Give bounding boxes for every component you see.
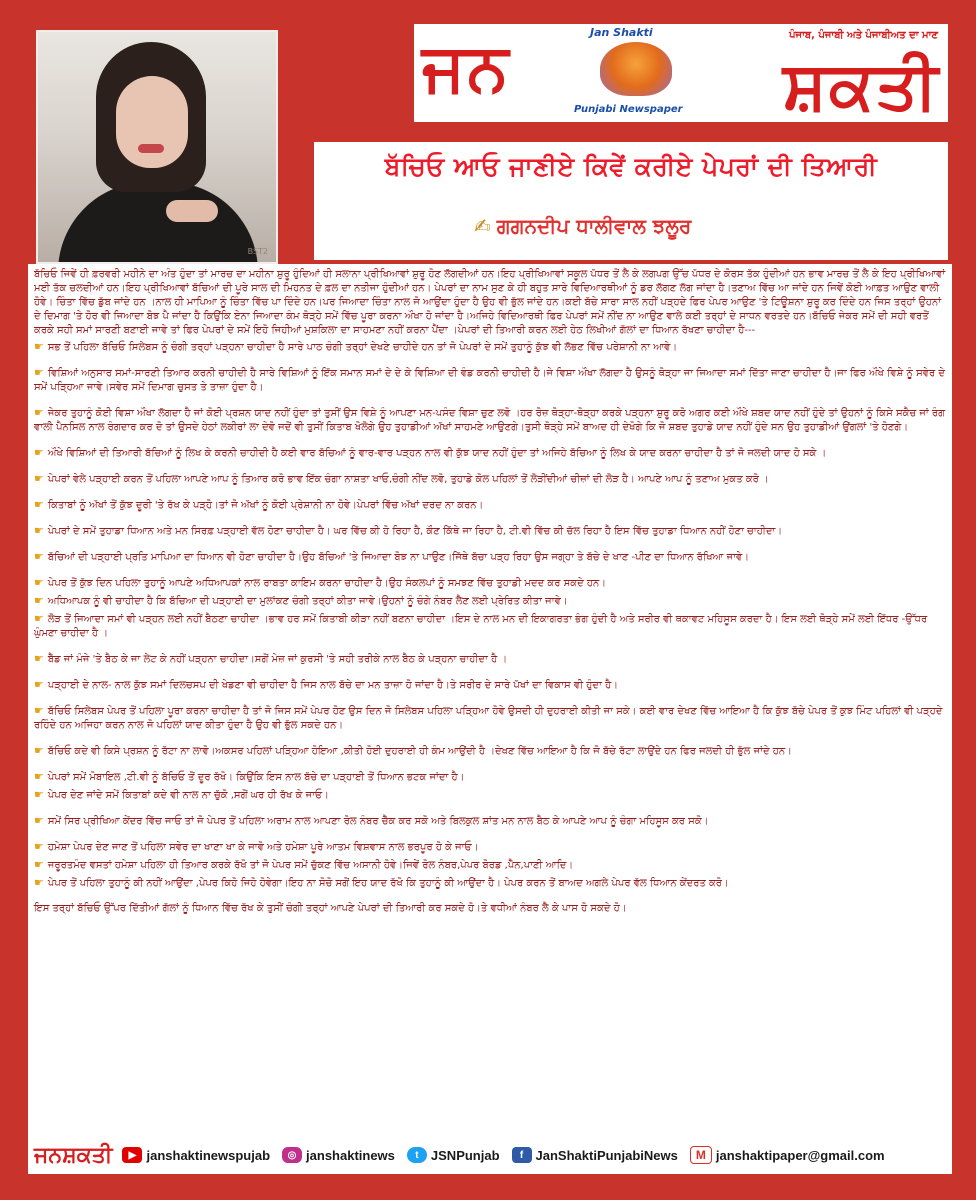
pointing-hand-icon: ☛ — [34, 840, 44, 853]
tip-text: ਸਭ ਤੋਂ ਪਹਿਲਾ ਬੱਚਿਓ ਸਿਲੇਬਸ ਨੂੰ ਚੰਗੀ ਤਰ੍ਹਾਂ ਪੜ੍ਹਨਾ ਚਾਹੀਦਾ ਹੈ ਸਾਰੇ ਪਾਠ ਚੰਗੀ ਤਰ੍ਹਾਂ ਦੇਖਣੇ ਚਾਹੀਦੇ ਹਨ ਤਾਂ ਜੋ ਪੇਪਰਾਂ ਦੇ ਸਮੇਂ ਤੁਹਾਨੂੰ ਕੁੱਝ ਵੀ ਲੱਭਣ ਵਿੱਚ ਪਰੇਸ਼ਾਨੀ ਨਾ ਆਵੇ। — [47, 342, 678, 353]
masthead-title-left: ਜਨ — [422, 28, 511, 106]
tip-item — [34, 678, 946, 693]
tip-item — [34, 576, 946, 591]
tip-text: ਪੇਪਰ ਤੋਂ ਕੁੱਝ ਦਿਨ ਪਹਿਲਾ ਤੁਹਾਨੂੰ ਆਪਣੇ ਅਧਿਆਪਕਾਂ ਨਾਲ ਰਾਬਤਾ ਕਾਇਮ ਕਰਨਾ ਚਾਹੀਦਾ ਹੈ।ਉਹ ਸੰਕਲਪਾਂ ਨੂੰ ਸਮਝਣ ਵਿੱਚ ਤੁਹਾਡੀ ਮਦਦ ਕਰ ਸਕਦੇ ਹਨ। — [47, 578, 607, 589]
intro-paragraph: ਬੱਚਿਓ ਜਿਵੇਂ ਹੀ ਫ਼ਰਵਰੀ ਮਹੀਨੇ ਦਾ ਅੰਤ ਹੁੰਦਾ ਤਾਂ ਮਾਰਚ ਦਾ ਮਹੀਨਾ ਸ਼ੁਰੂ ਹੁੰਦਿਆਂ ਹੀ ਸਲਾਨਾ ਪ੍ਰੀਖਿਆਵਾਂ ਸ਼ੁਰੂ ਹੋਣ ਲੱਗਦੀਆਂ ਹਨ।ਇਹ ਪ੍ਰੀਖਿਆਵਾਂ ਸਕੂਲ ਪੱਧਰ ਤੋਂ ਲੈ ਕੇ ਲਗਪਗ ਉੱਚ ਪੱਧਰ ਦੇ ਕੋਰਸ ਤੱਕ ਹੁੰਦੀਆਂ ਹਨ ਭਾਵ ਮਾਰਚ ਤੋਂ ਲੈ ਕੇ ਇਹ ਪ੍ਰੀਖਿਆਵਾਂ ਮਈ ਤੱਕ ਚਲਦੀਆਂ ਹਨ।ਇਹ ਪ੍ਰੀਖਿਆਵਾਂ ਬੱਚਿਆਂ ਦੀ ਪੂਰੇ ਸਾਲ ਦੀ ਮਿਹਨਤ ਦੇ ਫ਼ਲ ਦਾ ਨਤੀਜਾ ਹੁੰਦੀਆਂ ਹਨ। ਪੇਪਰਾਂ ਦਾ ਨਾਮ ਸੁਣ ਕੇ ਹੀ ਬਹੁਤ ਸਾਰੇ ਵਿਦਿਆਰਥੀਆਂ ਨੂੰ ਡਰ ਲੱਗਣ ਲੱਗ ਜਾਂਦਾ ਹੈ।ਤਣਾਅ ਵਿੱਚ ਆ ਜਾਂਦੇ ਹਨ ਜਿਵੇਂ ਕੋਈ ਆਫ਼ਤ ਆਉਣ ਵਾਲੀ ਹੋਵੇ। ਚਿੰਤਾ ਵਿੱਚ ਡੁੱਬ ਜਾਂਦੇ ਹਨ ।ਨਾਲ ਹੀ ਮਾਪਿਆ ਨੂੰ ਚਿੰਤਾ ਵਿੱਚ ਪਾ ਦਿੰਦੇ ਹਨ।ਪਰ ਜਿਆਦਾ ਚਿੰਤਾ ਨਾਲ ਜੋ ਆਉਂਦਾ ਹੁੰਦਾ ਹੈ ਉਹ ਵੀ ਭੁੱਲ ਜਾਂਦੇ ਹਨ।ਕਈ ਬੱਚੇ ਸਾਰਾ ਸਾਲ ਨਹੀਂ ਪੜ੍ਹਦੇ ਫਿਰ ਪੇਪਰ ਆਉਣ 'ਤੇ ਟਿਊਸ਼ਨਾ ਸ਼ੁਰੂ ਕਰ ਦਿੰਦੇ ਹਨ ਜਿਸ ਤਰ੍ਹਾਂ ਉਹਨਾਂ ਦੇ ਦਿਮਾਗ 'ਤੇ ਹੋਰ ਵੀ ਜਿਆਦਾ ਬੋਝ ਪੈ ਜਾਂਦਾ ਹੈ ਕਿਉਂਕਿ ਏਨਾ ਜਿਆਦਾ ਕੰਮ ਥੋੜ੍ਹੇ ਸਮੇਂ ਵਿੱਚ ਪੂਰਾ ਕਰਨਾ ਔਖਾ ਹੋ ਜਾਂਦਾ ਹੈ।ਅਜਿਹੇ ਵਿਦਿਆਰਥੀ ਫਿਰ ਪੇਪਰਾਂ ਸਮੇਂ ਨੀਂਦ ਨਾ ਆਉਣ ਵਾਲੇ ਕਈ ਤਰ੍ਹਾਂ ਦੇ ਸਾਧਨ ਵਰਤਦੇ ਹਨ।ਬੱਚਿਓ ਜੇਕਰ ਸਮੇਂ ਦੀ ਸਹੀ ਵਰਤੋਂ ਕਰਕੇ ਸਹੀ ਸਮਾਂ ਸਾਰਣੀ ਬਣਾਈ ਜਾਵੇ ਤਾਂ ਫਿਰ ਪੇਪਰਾਂ ਦੇ ਸਮੇਂ ਇਹੋ ਜਿਹੀਆਂ ਮੁਸ਼ਕਿਲਾ ਦਾ ਸਾਹਮਣਾ ਨਹੀਂ ਕਰਨਾ ਪੈਂਦਾ ।ਪੇਪਰਾਂ ਦੀ ਤਿਆਰੀ ਕਰਨ ਲਈ ਹੇਠ ਲਿਖੀਆਂ ਗੱਲਾਂ ਦਾ ਧਿਆਨ ਰੱਖਣਾ ਚਾਹੀਦਾ ਹੈ--- — [34, 269, 946, 336]
pointing-hand-icon: ☛ — [34, 576, 44, 589]
masthead-en-sub: Punjabi Newspaper — [574, 104, 683, 115]
photo-hand — [166, 200, 218, 222]
mail-icon: M — [690, 1146, 712, 1164]
photo-face — [116, 76, 188, 168]
pointing-hand-icon: ☛ — [34, 788, 44, 801]
tip-text: ਹਮੇਸ਼ਾ ਪੇਪਰ ਦੇਣ ਜਾਣ ਤੋਂ ਪਹਿਲਾ ਸਵੇਰ ਦਾ ਖਾਣਾ ਖਾ ਕੇ ਜਾਵੋ ਅਤੇ ਹਮੇਸ਼ਾ ਪੂਰੇ ਆਤਮ ਵਿਸ਼ਵਾਸ ਨਾਲ ਭਰਪੂਰ ਹੋ ਕੇ ਜਾਓ। — [47, 842, 479, 853]
tip-text: ਕਿਤਾਬਾਂ ਨੂੰ ਅੱਖਾਂ ਤੋਂ ਕੁੱਝ ਦੂਰੀ 'ਤੇ ਰੱਖ ਕੇ ਪੜ੍ਹੋ।ਤਾਂ ਜੋ ਅੱਖਾਂ ਨੂੰ ਕੋਈ ਪ੍ਰੇਸ਼ਾਨੀ ਨਾ ਹੋਵੇ।ਪੇਪਰਾਂ ਵਿੱਚ ਅੱਖਾਂ ਦਰਦ ਨਾ ਕਰਨ। — [47, 500, 484, 511]
facebook-handle: JanShaktiPunjabiNews — [535, 1147, 678, 1163]
pointing-hand-icon: ☛ — [34, 366, 44, 379]
pointing-hand-icon: ☛ — [34, 612, 44, 625]
tip-item — [34, 446, 946, 461]
instagram-handle: janshaktinews — [306, 1147, 395, 1163]
tip-text: ਪੇਪਰ ਦੇਣ ਜਾਂਦੇ ਸਮੇਂ ਕਿਤਾਬਾਂ ਕਦੇ ਵੀ ਨਾਲ ਨਾ ਚੁੱਕੋ ,ਸਗੋਂ ਘਰ ਹੀ ਰੱਖ ਕੇ ਜਾਓ। — [47, 790, 329, 801]
tip-text: ਔਖੇ ਵਿਸ਼ਿਆਂ ਦੀ ਤਿਆਰੀ ਬੱਚਿਆਂ ਨੂੰ ਲਿਖ ਕੇ ਕਰਨੀ ਚਾਹੀਦੀ ਹੈ ਕਈ ਵਾਰ ਬੱਚਿਆਂ ਨੂੰ ਵਾਰ-ਵਾਰ ਪੜ੍ਹਨ ਨਾਲ ਵੀ ਕੁੱਝ ਯਾਦ ਨਹੀਂ ਹੁੰਦਾ ਤਾਂ ਅਜਿਹੇ ਬੱਚਿਆ ਨੂੰ ਲਿਖ ਕੇ ਯਾਦ ਕਰਨਾ ਚਾਹੀਦਾ ਹੈ ਤਾਂ ਜੋ ਜਲਦੀ ਯਾਦ ਹੋ ਸਕੇ । — [47, 448, 827, 459]
email-address: janshaktipaper@gmail.com — [715, 1147, 885, 1163]
emblem-icon — [600, 42, 672, 96]
tip-item — [34, 498, 946, 513]
pointing-hand-icon: ☛ — [34, 814, 44, 827]
tip-text: ਪੇਪਰਾਂ ਸਮੇਂ ਮੋਬਾਇਲ ,ਟੀ.ਵੀ ਨੂੰ ਬੱਚਿਓ ਤੋਂ ਦੂਰ ਰੱਖੋ। ਕਿਉਂਕਿ ਇਸ ਨਾਲ ਬੱਚੇ ਦਾ ਪੜ੍ਹਾਈ ਤੋਂ ਧਿਆਨ ਭਟਕ ਜਾਂਦਾ ਹੈ। — [47, 772, 465, 783]
tip-text: ਪੇਪਰ ਤੋਂ ਪਹਿਲਾ ਤੁਹਾਨੂੰ ਕੀ ਨਹੀਂ ਆਉਂਦਾ ,ਪੇਪਰ ਕਿਹੋ ਜਿਹੋ ਹੋਵੇਗਾ।ਇਹ ਨਾ ਸੋਚੋ ਸਗੋਂ ਇਹ ਯਾਦ ਰੱਖੋ ਕਿ ਤੁਹਾਨੂੰ ਕੀ ਆਉਂਦਾ ਹੈ। ਪੇਪਰ ਕਰਨ ਤੋਂ ਬਾਅਦ ਅਗਲੇ ਪੇਪਰ ਵੱਲ ਧਿਆਨ ਕੇਂਦਰਤ ਕਰੋ। — [47, 878, 729, 889]
masthead-en-name: Jan Shakti — [590, 26, 653, 39]
footer-logo: ਜਨਸ਼ਕਤੀ — [34, 1142, 113, 1168]
tip-text: ਬੱਚਿਓ ਕਦੇ ਵੀ ਕਿਸੇ ਪ੍ਰਸ਼ਨ ਨੂੰ ਰੱਟਾ ਨਾ ਲਾਵੋ।ਅਕਸਰ ਪਹਿਲਾਂ ਪੜ੍ਹਿਆ ਹੋਇਆ ,ਕੀਤੀ ਹੋਈ ਦੁਹਰਾਈ ਹੀ ਕੰਮ ਆਉਂਦੀ ਹੈ ।ਦੇਖਣ ਵਿੱਚ ਆਇਆ ਹੈ ਕਿ ਜੋ ਬੱਚੇ ਰੱਟਾ ਲਾਉਂਦੇ ਹਨ ਫਿਰ ਜਲਦੀ ਹੀ ਭੁੱਲ ਜਾਂਦੇ ਹਨ। — [47, 746, 792, 757]
pointing-hand-icon: ☛ — [34, 524, 44, 537]
tip-item — [34, 744, 946, 759]
tip-text: ਸਮੇਂ ਸਿਰ ਪ੍ਰੀਖਿਆ ਕੇਂਦਰ ਵਿੱਚ ਜਾਓ ਤਾਂ ਜੋ ਪੇਪਰ ਤੋਂ ਪਹਿਲਾ ਅਰਾਮ ਨਾਲ ਆਪਣਾ ਰੋਲ ਨੰਬਰ ਚੈੱਕ ਕਰ ਸਕੋ ਅਤੇ ਬਿਲਕੁਲ ਸ਼ਾਂਤ ਮਨ ਨਾਲ ਬੈਠ ਕੇ ਆਪਣੇ ਆਪ ਨੂੰ ਚੰਗਾ ਮਹਿਸੂਸ ਕਰ ਸਕੋ। — [47, 816, 709, 827]
pointing-hand-icon: ☛ — [34, 704, 44, 717]
pointing-hand-icon: ☛ — [34, 770, 44, 783]
pointing-hand-icon: ☛ — [34, 472, 44, 485]
tip-item — [34, 652, 946, 667]
tip-text: ਪੇਪਰਾਂ ਦੇ ਸਮੇਂ ਤੁਹਾਡਾ ਧਿਆਨ ਅਤੇ ਮਨ ਸਿਰਫ਼ ਪੜ੍ਹਾਈ ਵੱਲ ਹੋਣਾ ਚਾਹੀਦਾ ਹੈ। ਘਰ ਵਿੱਚ ਕੀ ਹੋ ਰਿਹਾ ਹੈ, ਕੌਣ ਕਿੱਥੇ ਜਾ ਰਿਹਾ ਹੈ, ਟੀ.ਵੀ ਵਿੱਚ ਕੀ ਚੱਲ ਰਿਹਾ ਹੈ ਇਸ ਵਿੱਚ ਤੁਹਾਡਾ ਧਿਆਨ ਨਹੀਂ ਹੋਣਾ ਚਾਹੀਦਾ। — [47, 526, 783, 537]
facebook-icon: f — [512, 1147, 532, 1163]
tip-item — [34, 406, 946, 435]
author-line — [474, 214, 691, 238]
pointing-hand-icon: ☛ — [34, 446, 44, 459]
pointing-hand-icon: ☛ — [34, 340, 44, 353]
tip-item — [34, 788, 946, 803]
masthead — [414, 24, 948, 122]
tip-item — [34, 876, 946, 891]
tip-item — [34, 594, 946, 609]
masthead-tagline: ਪੰਜਾਬ, ਪੰਜਾਬੀ ਅਤੇ ਪੰਜਾਬੀਅਤ ਦਾ ਮਾਣ — [789, 30, 938, 41]
pointing-hand-icon: ☛ — [34, 744, 44, 757]
tip-text: ਵਿਸ਼ਿਆਂ ਅਨੁਸਾਰ ਸਮਾਂ-ਸਾਰਣੀ ਤਿਆਰ ਕਰਨੀ ਚਾਹੀਦੀ ਹੈ ਸਾਰੇ ਵਿਸ਼ਿਆਂ ਨੂੰ ਇੱਕ ਸਮਾਨ ਸਮਾਂ ਦੇ ਦੇ ਕੇ ਵਿਸ਼ਿਆ ਦੀ ਵੰਡ ਕਰਨੀ ਚਾਹੀਦੀ ਹੈ।ਜੇ ਵਿਸ਼ਾ ਔਖਾ ਲੱਗਦਾ ਹੈ ਉਸਨੂੰ ਥੋੜ੍ਹਾ ਜਾ ਜਿਆਦਾ ਸਮਾਂ ਦਿੱਤਾ ਜਾਣਾ ਚਾਹੀਦਾ ਹੈ।ਜਾ ਫਿਰ ਔਖੇ ਵਿਸ਼ੇ ਨੂੰ ਸਵੇਰ ਦੇ ਸਮੇਂ ਪੜ੍ਹਿਆ ਜਾਵੇ।ਸਵੇਰ ਸਮੇਂ ਦਿਮਾਗ ਚੁਸਤ ਤੇ ਤਾਜ਼ਾ ਹੁੰਦਾ ਹੈ। — [34, 368, 946, 393]
tip-text: ਬੈੱਡ ਜਾਂ ਮੰਜੇ 'ਤੇ ਬੈਠ ਕੇ ਜਾ ਲੇਟ ਕੇ ਨਹੀਂ ਪੜ੍ਹਨਾ ਚਾਹੀਦਾ।ਸਗੋਂ ਮੇਜ਼ ਜਾਂ ਕੁਰਸੀ 'ਤੇ ਸਹੀ ਤਰੀਕੇ ਨਾਲ ਬੈਠ ਕੇ ਪੜ੍ਹਨਾ ਚਾਹੀਦਾ ਹੈ । — [47, 654, 508, 665]
tip-item — [34, 366, 946, 395]
youtube-icon: ▶ — [122, 1147, 142, 1163]
tip-text: ਅਧਿਆਪਕ ਨੂੰ ਵੀ ਚਾਹੀਦਾ ਹੈ ਕਿ ਬੱਚਿਆ ਦੀ ਪੜ੍ਹਾਈ ਦਾ ਮੁਲਾਂਕਣ ਚੰਗੀ ਤਰ੍ਹਾਂ ਕੀਤਾ ਜਾਵੇ।ਉਹਨਾਂ ਨੂੰ ਚੰਗੇ ਨੰਬਰ ਲੈਣ ਲਈ ਪ੍ਰੇਰਿਤ ਕੀਤਾ ਜਾਵੇ। — [47, 596, 568, 607]
twitter-link[interactable] — [407, 1147, 500, 1163]
closing-paragraph: ਇਸ ਤਰ੍ਹਾਂ ਬੱਚਿਓ ਉੱਪਰ ਦਿੱਤੀਆਂ ਗੱਲਾਂ ਨੂੰ ਧਿਆਨ ਵਿੱਚ ਰੱਖ ਕੇ ਤੁਸੀਂ ਚੰਗੀ ਤਰ੍ਹਾਂ ਆਪਣੇ ਪੇਪਰਾਂ ਦੀ ਤਿਆਰੀ ਕਰ ਸਕਦੇ ਹੋ।ਤੇ ਵਧੀਆਂ ਨੰਬਰ ਲੈ ਕੇ ਪਾਸ ਹੋ ਸਕਦੇ ਹੋ। — [34, 903, 627, 914]
tip-item — [34, 840, 946, 855]
tip-text: ਪੜ੍ਹਾਈ ਦੇ ਨਾਲ- ਨਾਲ ਕੁੱਝ ਸਮਾਂ ਦਿਲਚਸਪ ਦੀ ਖੇਡਣਾ ਵੀ ਚਾਹੀਦਾ ਹੈ ਜਿਸ ਨਾਲ ਬੱਚੇ ਦਾ ਮਨ ਤਾਜ਼ਾ ਹੋ ਜਾਂਦਾ ਹੈ।ਤੇ ਸਰੀਰ ਦੇ ਸਾਰੇ ਪੱਖਾਂ ਦਾ ਵਿਕਾਸ ਵੀ ਹੁੰਦਾ ਹੈ। — [47, 680, 618, 691]
pointing-hand-icon: ☛ — [34, 550, 44, 563]
pointing-hand-icon: ☛ — [34, 406, 44, 419]
pointing-hand-icon: ☛ — [34, 876, 44, 889]
photo-body — [58, 182, 258, 264]
tip-item — [34, 550, 946, 565]
tip-text: ਲੋੜ ਤੋਂ ਜਿਆਦਾ ਸਮਾਂ ਵੀ ਪੜ੍ਹਨ ਲਈ ਨਹੀਂ ਬੈਠਣਾ ਚਾਹੀਦਾ ।ਭਾਵ ਹਰ ਸਮੇਂ ਕਿਤਾਬੀ ਕੀੜਾ ਨਹੀਂ ਬਣਨਾ ਚਾਹੀਦਾ ।ਇਸ ਦੇ ਨਾਲ ਮਨ ਦੀ ਇਕਾਗਰਤਾ ਭੰਗ ਹੁੰਦੀ ਹੈ ਅਤੇ ਸਰੀਰ ਵੀ ਥਕਾਵਟ ਮਹਿਸੂਸ ਕਰਦਾ ਹੈ। ਇਸ ਲਈ ਥੋੜ੍ਹੇ ਸਮੇਂ ਲਈ ਇੱਧਰ -ਉੱਧਰ ਘੁੰਮਣਾ ਚਾਹੀਦਾ ਹੈ । — [34, 614, 928, 639]
headline: ਬੱਚਿਓ ਆਓ ਜਾਣੀਏ ਕਿਵੇਂ ਕਰੀਏ ਪੇਪਰਾਂ ਦੀ ਤਿਆਰੀ — [384, 152, 878, 181]
tip-item — [34, 704, 946, 733]
pointing-hand-icon: ☛ — [34, 652, 44, 665]
pointing-hand-icon: ☛ — [34, 594, 44, 607]
youtube-handle: janshaktinewspujab — [146, 1147, 271, 1163]
instagram-link[interactable] — [282, 1147, 395, 1163]
tip-text: ਬੱਚਿਆਂ ਦੀ ਪੜ੍ਹਾਈ ਪ੍ਰਤਿ ਮਾਪਿਆ ਦਾ ਧਿਆਨ ਵੀ ਹੋਣਾ ਚਾਹੀਦਾ ਹੈ।ਉਹ ਬੱਚਿਆਂ 'ਤੇ ਜਿਆਦਾ ਬੋਝ ਨਾ ਪਾਉਣ।ਜਿੱਥੇ ਬੱਚਾ ਪੜ੍ਹ ਰਿਹਾ ਉਸ ਜਗ੍ਹਾ ਤੇ ਬੱਚੇ ਦੇ ਖਾਣ -ਪੀਣ ਦਾ ਧਿਆਨ ਰੱਖਿਆ ਜਾਵੇ। — [47, 552, 749, 563]
pointing-hand-icon: ☛ — [34, 858, 44, 871]
tip-item — [34, 472, 946, 487]
author-name: ਗਗਨਦੀਪ ਧਾਲੀਵਾਲ ਝਲੂਰ — [496, 214, 692, 238]
pointing-hand-icon: ☛ — [34, 678, 44, 691]
tip-text: ਜੇਕਰ ਤੁਹਾਨੂੰ ਕੋਈ ਵਿਸ਼ਾ ਔਖਾ ਲੱਗਦਾ ਹੈ ਜਾਂ ਕੋਈ ਪ੍ਰਸ਼ਨ ਯਾਦ ਨਹੀਂ ਹੁੰਦਾ ਤਾਂ ਤੁਸੀਂ ਉਸ ਵਿਸ਼ੇ ਨੂੰ ਆਪਣਾ ਮਨ-ਪਸੰਦ ਵਿਸ਼ਾ ਚੁਣ ਲਵੋ ।ਹਰ ਰੋਜ਼ ਥੋੜ੍ਹਾ-ਥੋੜ੍ਹਾ ਕਰਕੇ ਪੜ੍ਹਨਾ ਸ਼ੁਰੂ ਕਰੋ ਅਗਰ ਕਈ ਔਖੇ ਸ਼ਬਦ ਯਾਦ ਨਹੀਂ ਹੁੰਦੇ ਤਾਂ ਉਹਨਾਂ ਨੂੰ ਕਿਸੇ ਸਕੈਚ ਜਾਂ ਰੰਗ ਵਾਲੀ ਪੈਨਸਿਲ ਨਾਲ ਰੰਗਦਾਰ ਕਰ ਦੋ ਤਾਂ ਉਸਦੇ ਹੇਠਾਂ ਲਕੀਰਾਂ ਲਾ ਦੇਵੋ ਜਦੋਂ ਵੀ ਤੁਸੀਂ ਕਿਤਾਬ ਖੋਲੋਗੇ ਉਹ ਤੁਹਾਡੀਆਂ ਅੱਖਾਂ ਸਾਹਮਣੇ ਆਉਣਗੇ।ਤੁਸੀ ਥੋੜ੍ਹੇ ਸਮੇਂ ਬਾਅਦ ਹੀ ਦੇਖੋਗੇ ਕਿ ਜੋ ਸ਼ਬਦ ਤੁਹਾਡੇ ਯਾਦ ਨਹੀਂ ਹੁੰਦੇ ਸਨ ਉਹ ਤੁਹਾਡੀਆਂ ਉਂਗਲਾਂ 'ਤੇ ਹੋਣਗੇ। — [34, 408, 946, 433]
masthead-title-right: ਸ਼ਕਤੀ — [782, 46, 940, 124]
twitter-icon: t — [407, 1147, 427, 1163]
tips-list — [34, 340, 946, 891]
tip-item — [34, 524, 946, 539]
photo-tag: BST2 — [247, 247, 268, 256]
title-panel — [314, 142, 948, 260]
photo-lips — [138, 144, 164, 153]
tip-text: ਪੇਪਰਾਂ ਵੇਲੇ ਪੜ੍ਹਾਈ ਕਰਨ ਤੋਂ ਪਹਿਲਾ ਆਪਣੇ ਆਪ ਨੂੰ ਤਿਆਰ ਕਰੋ ਭਾਵ ਇੱਕ ਚੰਗਾ ਨਾਸ਼ਤਾ ਖਾਓ,ਚੰਗੀ ਨੀਂਦ ਲਵੋ, ਤੁਹਾਡੇ ਕੋਲ ਪਹਿਲਾਂ ਤੋਂ ਲੋੜੀਂਦੀਆਂ ਚੀਜ਼ਾਂ ਦੀ ਲੋੜ ਹੈ। ਆਪਣੇ ਆਪ ਨੂੰ ਤਣਾਅ ਮੁਕਤ ਕਰੋ । — [47, 474, 769, 485]
author-photo — [36, 30, 278, 264]
tip-item — [34, 770, 946, 785]
pointing-hand-icon: ☛ — [34, 498, 44, 511]
pen-icon: ✍ — [474, 214, 491, 238]
tip-item — [34, 612, 946, 641]
tip-item — [34, 858, 946, 873]
article-body — [28, 264, 952, 1136]
tip-item — [34, 340, 946, 355]
youtube-link[interactable] — [122, 1147, 270, 1163]
tip-text: ਬੱਚਿਓ ਸਿਲੇਬਸ ਪੇਪਰ ਤੋਂ ਪਹਿਲਾ ਪੂਰਾ ਕਰਨਾ ਚਾਹੀਦਾ ਹੈ ਤਾਂ ਜੋ ਜਿਸ ਸਮੇਂ ਪੇਪਰ ਹੋਣ ਉਸ ਦਿਨ ਜੋ ਸਿਲੇਬਸ ਪਹਿਲਾ ਪੜ੍ਹਿਆ ਹੋਵੇ ਉਸਦੀ ਹੀ ਦੁਹਰਾਈ ਕੀਤੀ ਜਾ ਸਕੇ। ਕਈ ਵਾਰ ਦੇਖਣ ਵਿੱਚ ਆਇਆ ਹੈ ਕਿ ਕੁੱਝ ਬੱਚੇ ਪੇਪਰ ਤੋਂ ਕੁਝ ਮਿੰਟ ਪਹਿਲਾਂ ਵੀ ਪੜ੍ਹਦੇ ਰਹਿੰਦੇ ਹਨ ਅਜਿਹਾ ਕਰਨ ਨਾਲ ਜੋ ਪਹਿਲਾਂ ਯਾਦ ਕੀਤਾ ਹੁੰਦਾ ਹੈ ਉਹ ਵੀ ਭੁੱਲ ਸਕਦੇ ਹਨ। — [34, 706, 943, 731]
instagram-icon: ◎ — [282, 1147, 302, 1163]
footer — [28, 1136, 952, 1174]
tip-text: ਜਰੂਰਤਮੰਦ ਵਸਤਾਂ ਹਮੇਸ਼ਾ ਪਹਿਲਾ ਹੀ ਤਿਆਰ ਕਰਕੇ ਰੱਖੋ ਤਾਂ ਜੋ ਪੇਪਰ ਸਮੇਂ ਚੁੱਕਣ ਵਿੱਚ ਅਸਾਨੀ ਹੋਵੇ।ਜਿਵੇਂ ਰੋਲ ਨੰਬਰ,ਪੇਪਰ ਬੋਰਡ ,ਪੈੱਨ,ਪਾਣੀ ਆਦਿ। — [47, 860, 574, 871]
tip-item — [34, 814, 946, 829]
email-link[interactable] — [690, 1146, 885, 1164]
twitter-handle: JSNPunjab — [430, 1147, 500, 1163]
facebook-link[interactable] — [512, 1147, 678, 1163]
